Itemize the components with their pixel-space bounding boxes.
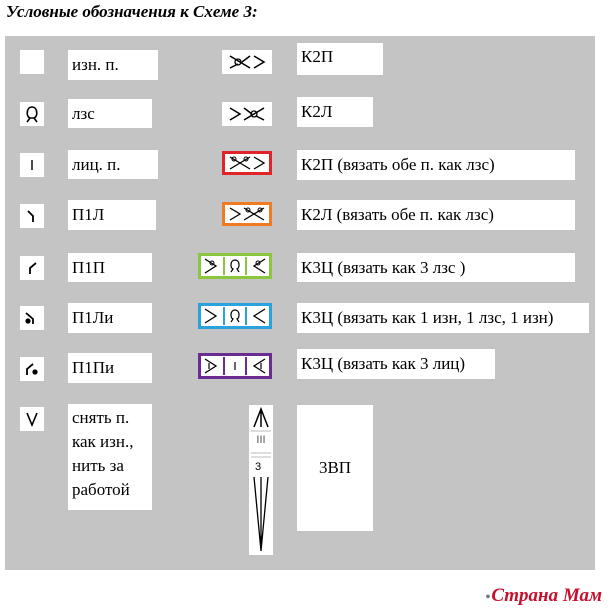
legend-label-p1l: П1Л [68,200,156,230]
cross-2-right-twisted-icon [222,151,272,175]
legend-label-k3c-twisted: К3Ц (вязать как 3 лзс ) [297,253,575,282]
legend-label-slip: снять п. как изн., нить за работой [68,404,152,510]
v-slip-icon [20,407,44,431]
cross-2-left-twisted-icon [222,202,272,226]
slip-left-dot-icon [20,306,44,330]
twisted-loop-icon [20,102,44,126]
three-to-one-bottom-mark: 3 [255,461,262,473]
cross-3-center-mixed-icon [198,303,272,329]
vertical-bar-icon [20,153,44,177]
blank-square-icon [20,50,44,74]
legend-label-purl: изн. п. [68,50,158,80]
slip-right-dot-icon [20,357,44,381]
legend-label-k3c-knit: К3Ц (вязать как 3 лиц) [297,349,495,379]
legend-label-k3c-mixed: К3Ц (вязать как 1 изн, 1 лзс, 1 изн) [297,303,589,333]
legend-label-p1pi: П1Пи [68,353,152,383]
cross-3-center-knit-icon [198,353,272,379]
three-to-one-icon [249,405,273,555]
legend-label-3vp: 3ВП [297,405,373,531]
three-to-one-top-mark: III [256,434,266,446]
slip-left-icon [20,204,44,228]
watermark: •Страна Мам [485,585,602,606]
legend-label-knit: лиц. п. [68,150,158,179]
legend-label-p1li: П1Ли [68,303,152,333]
cross-2-right-icon [222,50,272,74]
legend-label-k2l-twisted: К2Л (вязать обе п. как лзс) [297,200,575,230]
legend-label-k2p-twisted: К2П (вязать обе п. как лзс) [297,150,575,180]
cross-3-center-twisted-icon [198,253,272,279]
slip-right-icon [20,256,44,280]
legend-label-p1p: П1П [68,253,152,282]
legend-label-twisted: лзс [68,99,152,128]
cross-2-left-icon [222,102,272,126]
legend-label-k2p: К2П [297,43,383,75]
legend-label-k2l: К2Л [297,97,373,127]
page-title: Условные обозначения к Схеме 3: [6,2,258,21]
watermark-text: Страна Мам [491,585,602,606]
